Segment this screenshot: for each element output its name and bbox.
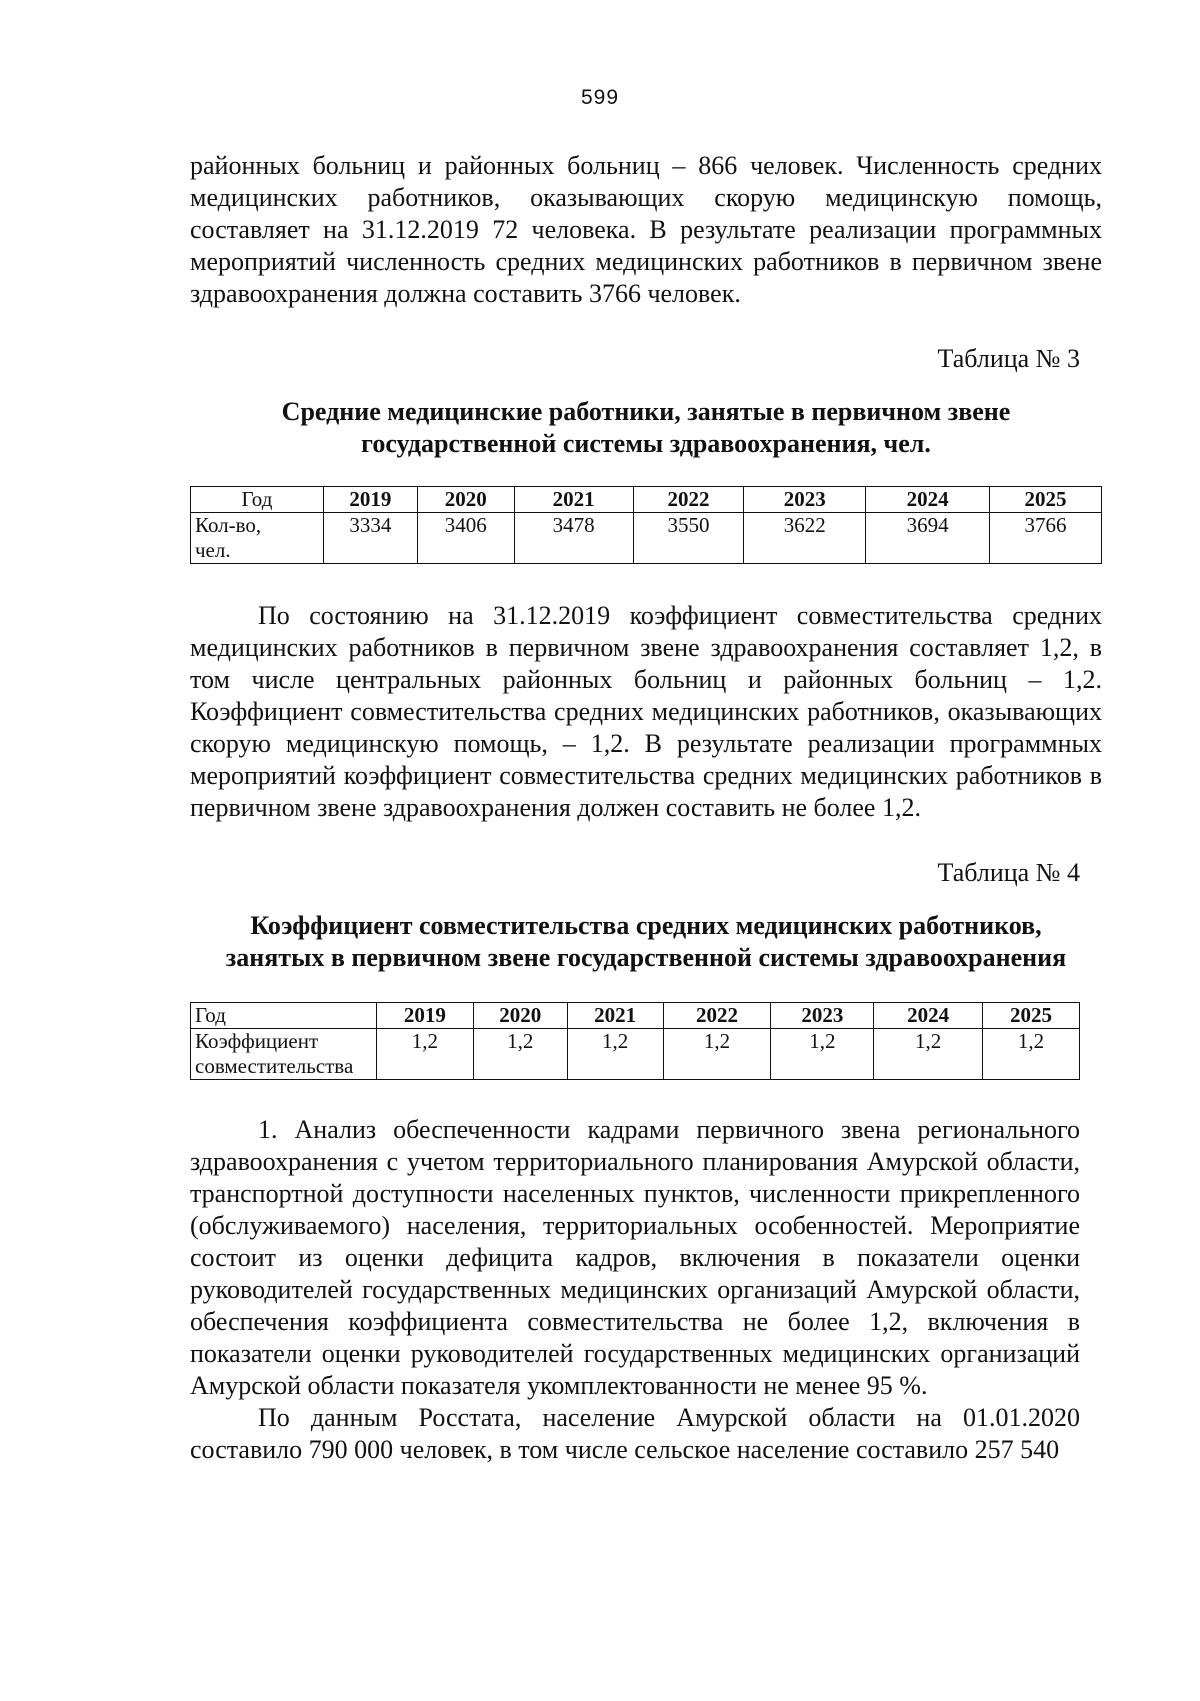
table4-year: 2022 [663,1003,771,1029]
document-body [190,150,1102,1466]
table3-year: 2023 [744,487,866,513]
table4-year: 2020 [473,1003,567,1029]
table4-year: 2021 [567,1003,663,1029]
table3-title-line1: Средние медицинские работники, занятые в первичном звене [281,397,1011,426]
staffing-analysis-paragraph: 1. Анализ обеспеченности кадрами первичного звена регионального здравоохранения с учетом территориального планирования Амурской области, транспортной доступности населенных пунктов, численности прикрепленного (обслуживаемого) населения, территориальных особенностей. Мероприятие состоит из оценки дефицита кадров, включения в показатели оценки руководителей государственных медицинских организаций Амурской области, обеспечения коэффициента совместительства не более 1,2, включения в показатели оценки руководителей государственных медицинских организаций Амурской области показателя укомплектованности не менее 95 %. [190,1115,1080,1400]
table4-title-line2: занятых в первичном звене государственной системы здравоохранения [225,943,1067,972]
table4-year: 2025 [983,1003,1080,1029]
table3-value-row [191,513,1102,564]
table3-value: 3550 [633,513,744,564]
coefficient-paragraph: По состоянию на 31.12.2019 коэффициент совместительства средних медицинских работников в первичном звене здравоохранения составляет 1,2, в том числе центральных районных больниц и районных больниц – 1,2. Коэффициент совместительства средних медицинских работников, оказывающих скорую медицинскую помощь, – 1,2. В результате реализации программных мероприятий коэффициент совместительства средних медицинских работников в первичном звене здравоохранения должен составить не более 1,2. [190,601,1102,822]
table3-value: 3478 [514,513,633,564]
table3-value: 3622 [744,513,866,564]
table3-header-label: Год [191,487,324,513]
table4-title [190,910,1102,974]
table4-year: 2023 [771,1003,874,1029]
table4-value: 1,2 [983,1029,1080,1080]
table3-year: 2021 [514,487,633,513]
table3-value: 3766 [990,513,1102,564]
table3-value: 3334 [323,513,417,564]
table4-number: Таблица № 4 [937,858,1080,887]
table4-value: 1,2 [874,1029,983,1080]
table3-header-row [191,487,1102,513]
table4-year: 2019 [376,1003,473,1029]
intro-paragraph: районных больниц и районных больниц – 866 человек. Численность средних медицинских работников, оказывающих скорую медицинскую помощь, составляет на 31.12.2019 72 человека. В результате реализации программных мероприятий численность средних медицинских работников в первичном звене здравоохранения должна составить 3766 человек. [190,151,1102,308]
table4-title-line1: Коэффициент совместительства средних медицинских работников, [250,911,1042,940]
table4-value-row [191,1029,1080,1080]
table3-title [190,396,1102,460]
rosstat-paragraph: По данным Росстата, население Амурской области на 01.01.2020 составило 790 000 человек, в том числе сельское население составило 257 540 [190,1403,1080,1464]
table4-value: 1,2 [663,1029,771,1080]
table3-row-label: Кол-во, чел. [191,513,324,564]
table3-year: 2020 [417,487,514,513]
table4-header-label: Год [191,1003,377,1029]
table4-value: 1,2 [771,1029,874,1080]
table3 [190,486,1102,564]
table4-value: 1,2 [567,1029,663,1080]
table3-title-line2: государственной системы здравоохранения, чел. [361,429,931,458]
table3-year: 2025 [990,487,1102,513]
table3-year: 2022 [633,487,744,513]
table3-value: 3694 [866,513,990,564]
table4-value: 1,2 [376,1029,473,1080]
table4-year: 2024 [874,1003,983,1029]
table3-year: 2019 [323,487,417,513]
table4 [190,1002,1080,1080]
table4-row-label: Коэффициент совместительства [191,1029,377,1080]
table3-number: Таблица № 3 [937,344,1080,373]
table3-year: 2024 [866,487,990,513]
table3-value: 3406 [417,513,514,564]
table4-header-row [191,1003,1080,1029]
table4-value: 1,2 [473,1029,567,1080]
page-number: 599 [580,86,620,109]
